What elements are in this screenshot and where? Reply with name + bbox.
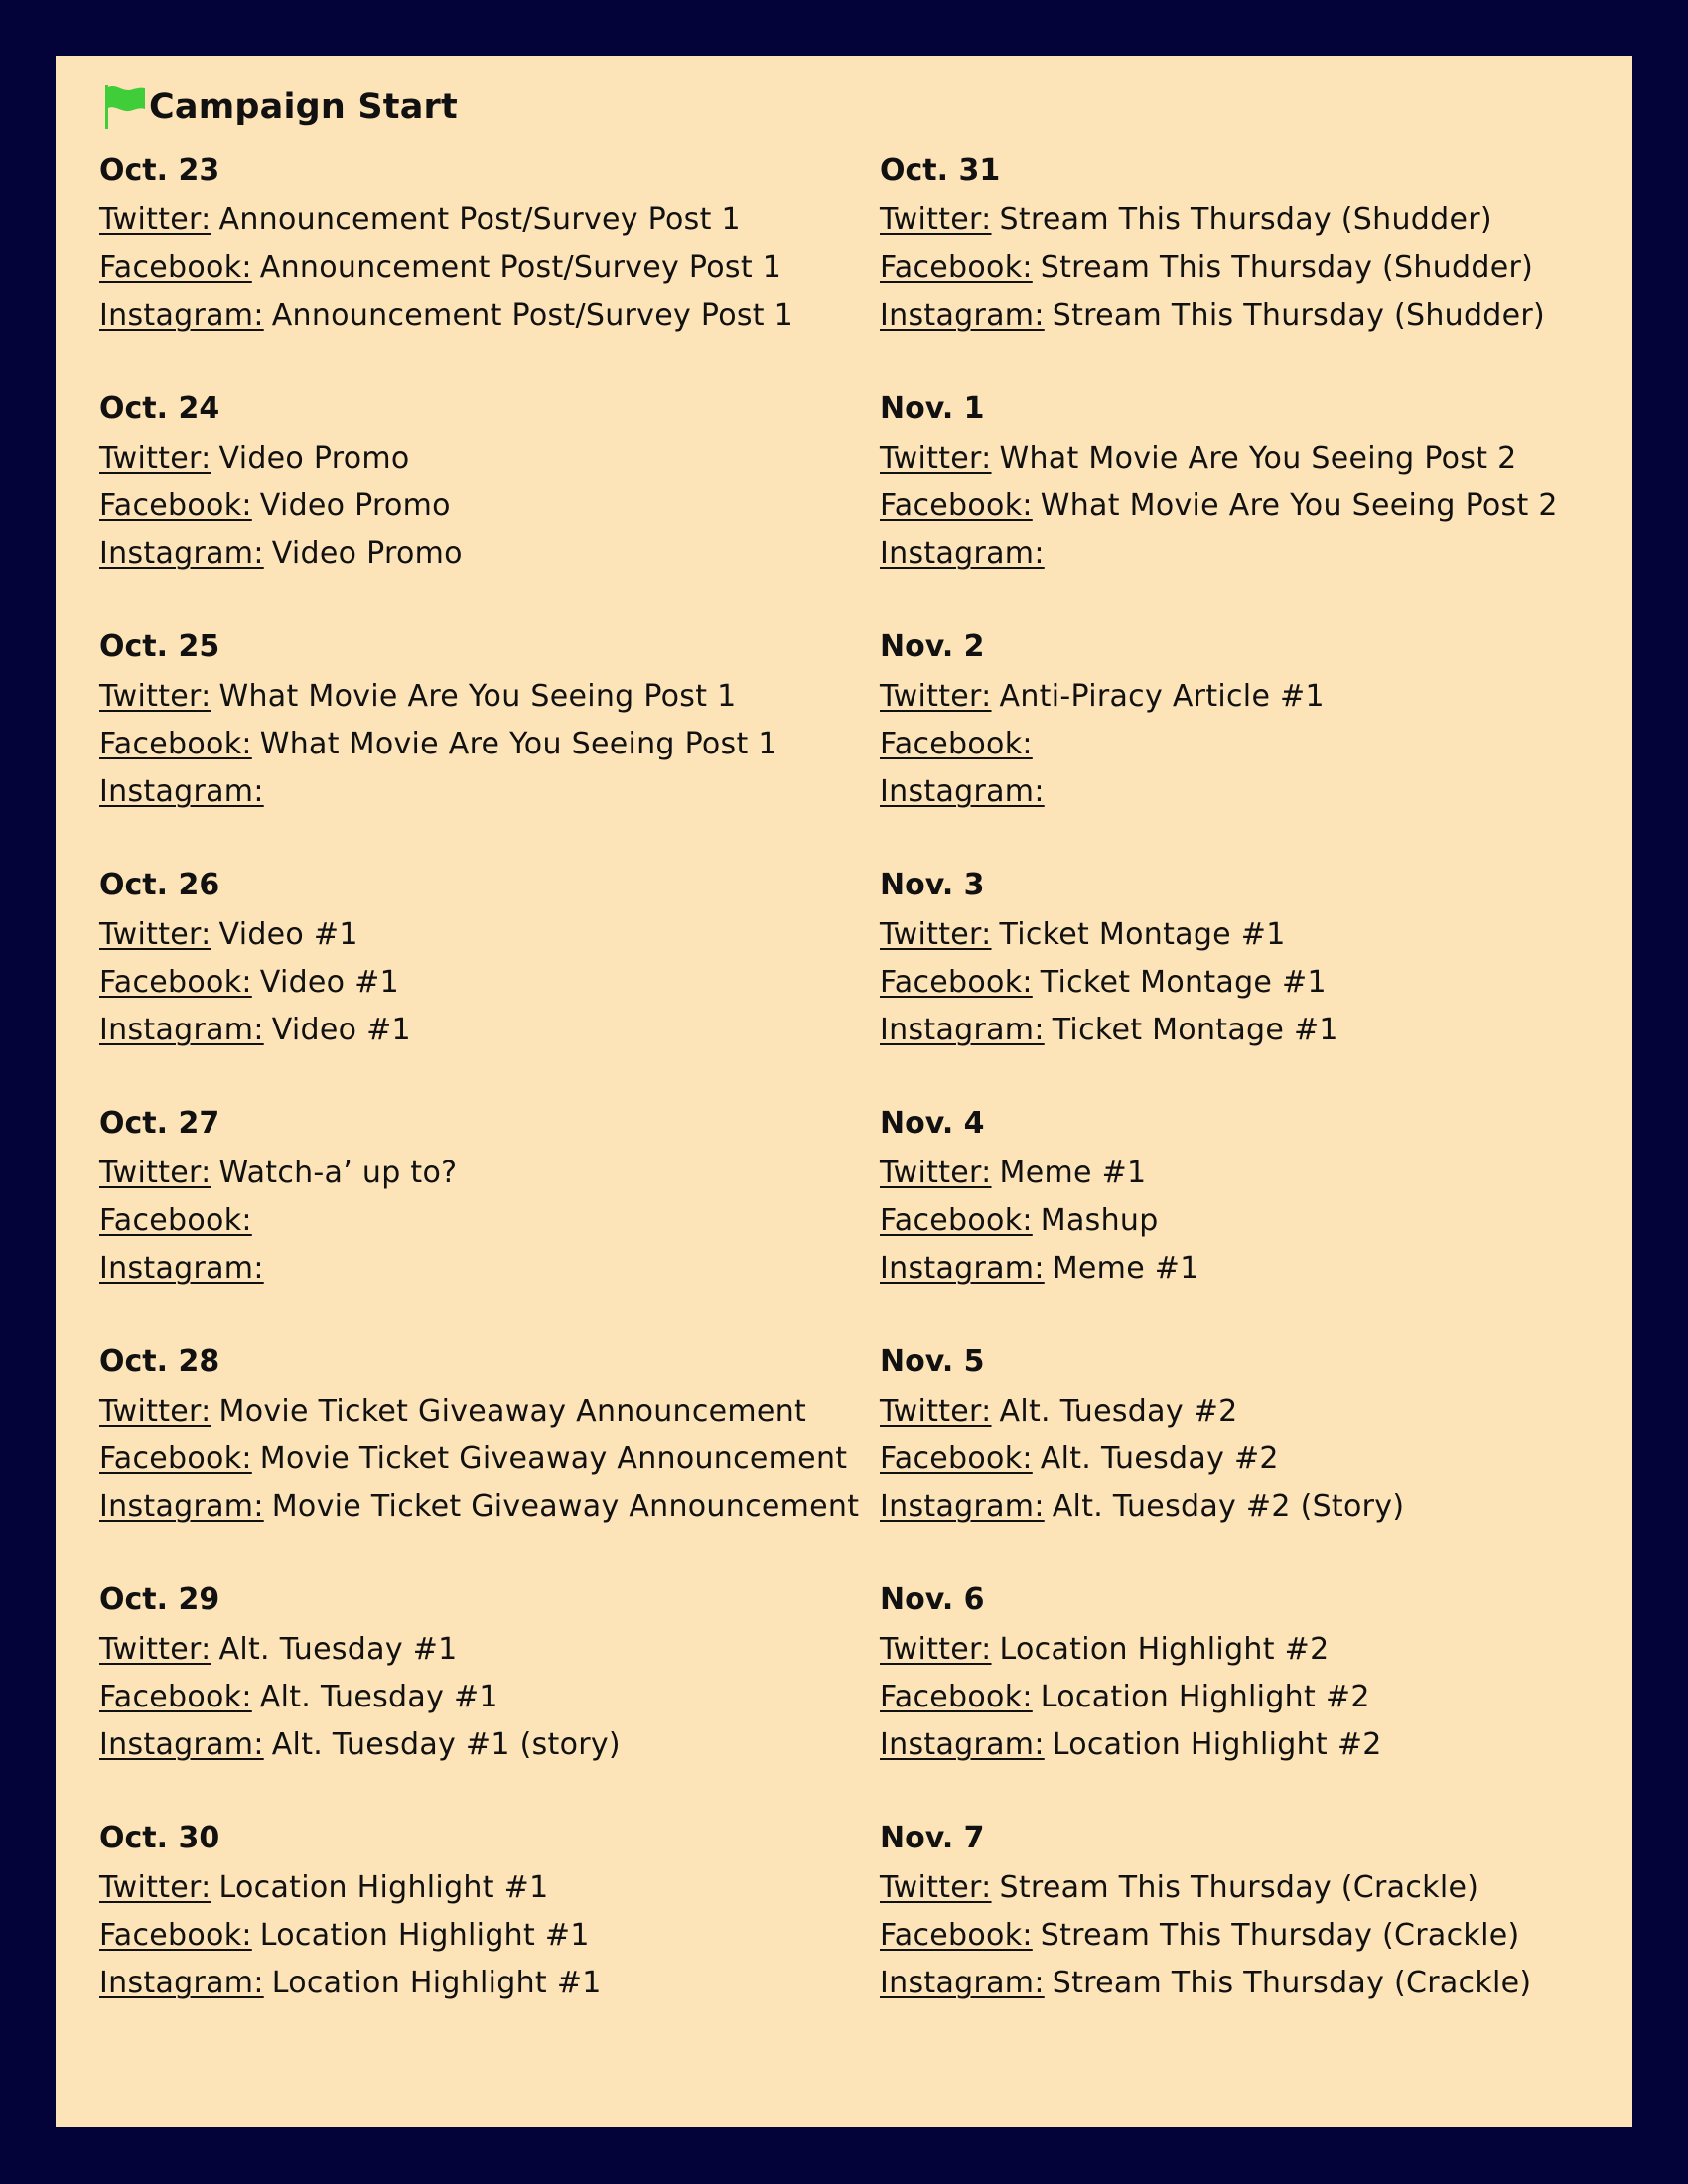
schedule-entry bbox=[99, 1197, 859, 1245]
schedule-entry bbox=[99, 530, 859, 578]
document-page bbox=[56, 56, 1632, 2127]
platform-label: Twitter: bbox=[99, 917, 211, 952]
day-block bbox=[99, 1582, 859, 1821]
schedule-entry bbox=[99, 1388, 859, 1435]
day-block bbox=[880, 1106, 1558, 1344]
schedule-entry bbox=[880, 768, 1558, 816]
day-date: Oct. 28 bbox=[99, 1344, 220, 1379]
platform-label: Instagram: bbox=[880, 536, 1045, 571]
platform-label: Facebook: bbox=[99, 250, 252, 285]
day-date: Oct. 26 bbox=[99, 868, 220, 902]
schedule-entry bbox=[99, 959, 859, 1007]
day-block bbox=[880, 1582, 1558, 1821]
platform-label: Facebook: bbox=[880, 1918, 1033, 1953]
platform-label: Instagram: bbox=[99, 1727, 264, 1762]
post-description: Location Highlight #2 bbox=[999, 1632, 1330, 1667]
schedule-entry bbox=[99, 1150, 859, 1197]
post-description: Stream This Thursday (Shudder) bbox=[1052, 298, 1546, 333]
platform-label: Instagram: bbox=[880, 1013, 1045, 1047]
platform-label: Facebook: bbox=[880, 1680, 1033, 1714]
day-date: Oct. 30 bbox=[99, 1821, 220, 1855]
schedule-entry bbox=[99, 244, 859, 292]
schedule-entry bbox=[880, 1150, 1558, 1197]
day-date: Oct. 31 bbox=[880, 153, 1001, 188]
schedule-entry bbox=[99, 1674, 859, 1721]
post-description: Location Highlight #1 bbox=[271, 1966, 602, 2000]
schedule-entry bbox=[99, 1435, 859, 1483]
platform-label: Twitter: bbox=[880, 1156, 992, 1190]
day-block bbox=[99, 1821, 859, 2059]
day-date: Nov. 4 bbox=[880, 1106, 985, 1141]
post-description: Movie Ticket Giveaway Announcement bbox=[218, 1394, 807, 1429]
post-description: Alt. Tuesday #2 bbox=[1040, 1441, 1279, 1476]
schedule-entry bbox=[99, 911, 859, 959]
day-block bbox=[880, 1821, 1558, 2059]
platform-label: Instagram: bbox=[880, 298, 1045, 333]
post-description: Video #1 bbox=[259, 965, 399, 1000]
platform-label: Instagram: bbox=[99, 1251, 264, 1286]
post-description: Movie Ticket Giveaway Announcement bbox=[259, 1441, 848, 1476]
platform-label: Instagram: bbox=[99, 1489, 264, 1524]
post-description: Stream This Thursday (Crackle) bbox=[1052, 1966, 1532, 2000]
schedule-entry bbox=[880, 1197, 1558, 1245]
platform-label: Instagram: bbox=[880, 1251, 1045, 1286]
platform-label: Instagram: bbox=[99, 298, 264, 333]
platform-label: Twitter: bbox=[880, 1870, 992, 1905]
platform-label: Facebook: bbox=[99, 1203, 252, 1238]
post-description: Ticket Montage #1 bbox=[999, 917, 1286, 952]
post-description: Alt. Tuesday #1 bbox=[259, 1680, 498, 1714]
schedule-entry bbox=[99, 292, 859, 340]
platform-label: Twitter: bbox=[880, 1394, 992, 1429]
post-description: Ticket Montage #1 bbox=[1040, 965, 1327, 1000]
schedule-entry bbox=[99, 1483, 859, 1531]
schedule-entry bbox=[880, 1674, 1558, 1721]
post-description: Stream This Thursday (Shudder) bbox=[999, 203, 1492, 237]
day-date: Oct. 25 bbox=[99, 629, 220, 664]
day-date: Nov. 6 bbox=[880, 1582, 985, 1617]
schedule-entry bbox=[99, 721, 859, 768]
schedule-entry bbox=[99, 1245, 859, 1293]
schedule-entry bbox=[99, 1007, 859, 1054]
schedule-entry bbox=[880, 721, 1558, 768]
day-block bbox=[880, 629, 1558, 868]
platform-label: Twitter: bbox=[880, 679, 992, 714]
schedule-entry bbox=[880, 1435, 1558, 1483]
platform-label: Instagram: bbox=[99, 774, 264, 809]
green-flag-icon bbox=[103, 83, 147, 131]
schedule-entry bbox=[880, 244, 1558, 292]
platform-label: Facebook: bbox=[880, 488, 1033, 523]
post-description: Mashup bbox=[1040, 1203, 1159, 1238]
schedule-entry bbox=[880, 1626, 1558, 1674]
schedule-entry bbox=[99, 435, 859, 482]
schedule-entry bbox=[880, 911, 1558, 959]
day-date: Nov. 7 bbox=[880, 1821, 985, 1855]
platform-label: Instagram: bbox=[880, 1489, 1045, 1524]
post-description: Video #1 bbox=[271, 1013, 411, 1047]
day-block bbox=[880, 868, 1558, 1106]
post-description: What Movie Are You Seeing Post 1 bbox=[218, 679, 737, 714]
day-date: Oct. 24 bbox=[99, 391, 220, 426]
platform-label: Instagram: bbox=[880, 1966, 1045, 2000]
post-description: Watch-a’ up to? bbox=[218, 1156, 458, 1190]
post-description: Video Promo bbox=[218, 441, 410, 476]
schedule-entry bbox=[99, 1912, 859, 1960]
platform-label: Twitter: bbox=[99, 1156, 211, 1190]
day-block bbox=[99, 629, 859, 868]
platform-label: Twitter: bbox=[99, 679, 211, 714]
schedule-entry bbox=[880, 530, 1558, 578]
day-date: Nov. 5 bbox=[880, 1344, 985, 1379]
day-date: Oct. 27 bbox=[99, 1106, 220, 1141]
post-description: Stream This Thursday (Shudder) bbox=[1040, 250, 1534, 285]
post-description: Location Highlight #1 bbox=[218, 1870, 549, 1905]
platform-label: Facebook: bbox=[880, 1441, 1033, 1476]
page-title: Campaign Start bbox=[149, 87, 458, 127]
platform-label: Facebook: bbox=[880, 965, 1033, 1000]
platform-label: Twitter: bbox=[880, 441, 992, 476]
schedule-entry bbox=[880, 1912, 1558, 1960]
post-description: Location Highlight #2 bbox=[1052, 1727, 1382, 1762]
post-description: Anti-Piracy Article #1 bbox=[999, 679, 1325, 714]
campaign-header bbox=[103, 79, 458, 135]
post-description: Video #1 bbox=[218, 917, 358, 952]
platform-label: Facebook: bbox=[880, 250, 1033, 285]
post-description: Video Promo bbox=[271, 536, 463, 571]
schedule-entry bbox=[99, 197, 859, 244]
schedule-entry bbox=[880, 435, 1558, 482]
post-description: Stream This Thursday (Crackle) bbox=[999, 1870, 1479, 1905]
day-block bbox=[99, 1344, 859, 1582]
schedule-entry bbox=[880, 1864, 1558, 1912]
platform-label: Facebook: bbox=[99, 965, 252, 1000]
schedule-entry bbox=[880, 673, 1558, 721]
schedule-entry bbox=[880, 292, 1558, 340]
platform-label: Facebook: bbox=[99, 1680, 252, 1714]
schedule-entry bbox=[880, 1483, 1558, 1531]
platform-label: Twitter: bbox=[99, 203, 211, 237]
platform-label: Facebook: bbox=[880, 727, 1033, 761]
day-date: Nov. 2 bbox=[880, 629, 985, 664]
post-description: Meme #1 bbox=[1052, 1251, 1199, 1286]
day-date: Oct. 23 bbox=[99, 153, 220, 188]
platform-label: Instagram: bbox=[880, 1727, 1045, 1762]
post-description: What Movie Are You Seeing Post 1 bbox=[259, 727, 777, 761]
post-description: Video Promo bbox=[259, 488, 451, 523]
schedule-entry bbox=[99, 1721, 859, 1769]
day-date: Oct. 29 bbox=[99, 1582, 220, 1617]
post-description: Stream This Thursday (Crackle) bbox=[1040, 1918, 1520, 1953]
post-description: Announcement Post/Survey Post 1 bbox=[218, 203, 741, 237]
platform-label: Facebook: bbox=[880, 1203, 1033, 1238]
platform-label: Twitter: bbox=[99, 441, 211, 476]
platform-label: Facebook: bbox=[99, 488, 252, 523]
platform-label: Facebook: bbox=[99, 727, 252, 761]
post-description: Location Highlight #2 bbox=[1040, 1680, 1370, 1714]
platform-label: Twitter: bbox=[99, 1632, 211, 1667]
platform-label: Facebook: bbox=[99, 1441, 252, 1476]
day-block bbox=[99, 391, 859, 629]
day-block bbox=[99, 1106, 859, 1344]
schedule-column-left bbox=[99, 153, 859, 2059]
platform-label: Instagram: bbox=[99, 536, 264, 571]
schedule-entry bbox=[880, 1007, 1558, 1054]
post-description: What Movie Are You Seeing Post 2 bbox=[999, 441, 1517, 476]
schedule-entry bbox=[99, 768, 859, 816]
post-description: Alt. Tuesday #1 bbox=[218, 1632, 458, 1667]
post-description: Announcement Post/Survey Post 1 bbox=[271, 298, 794, 333]
day-block bbox=[880, 1344, 1558, 1582]
post-description: Ticket Montage #1 bbox=[1052, 1013, 1338, 1047]
post-description: Alt. Tuesday #1 (story) bbox=[271, 1727, 621, 1762]
platform-label: Instagram: bbox=[99, 1966, 264, 2000]
day-block bbox=[99, 868, 859, 1106]
schedule-entry bbox=[99, 673, 859, 721]
schedule-entry bbox=[880, 1245, 1558, 1293]
schedule-entry bbox=[99, 1626, 859, 1674]
post-description: Meme #1 bbox=[999, 1156, 1147, 1190]
platform-label: Twitter: bbox=[880, 917, 992, 952]
post-description: Alt. Tuesday #2 bbox=[999, 1394, 1238, 1429]
schedule-entry bbox=[99, 482, 859, 530]
day-date: Nov. 1 bbox=[880, 391, 985, 426]
platform-label: Twitter: bbox=[880, 1632, 992, 1667]
day-block bbox=[99, 153, 859, 391]
post-description: Location Highlight #1 bbox=[259, 1918, 590, 1953]
day-block bbox=[880, 391, 1558, 629]
schedule-entry bbox=[880, 197, 1558, 244]
platform-label: Facebook: bbox=[99, 1918, 252, 1953]
schedule-entry bbox=[880, 959, 1558, 1007]
day-date: Nov. 3 bbox=[880, 868, 985, 902]
schedule-column-right bbox=[880, 153, 1558, 2059]
platform-label: Instagram: bbox=[880, 774, 1045, 809]
post-description: Alt. Tuesday #2 (Story) bbox=[1052, 1489, 1405, 1524]
post-description: Movie Ticket Giveaway Announcement bbox=[271, 1489, 860, 1524]
schedule-entry bbox=[880, 1388, 1558, 1435]
schedule-entry bbox=[880, 482, 1558, 530]
schedule-entry bbox=[99, 1864, 859, 1912]
post-description: What Movie Are You Seeing Post 2 bbox=[1040, 488, 1558, 523]
post-description: Announcement Post/Survey Post 1 bbox=[259, 250, 782, 285]
day-block bbox=[880, 153, 1558, 391]
platform-label: Instagram: bbox=[99, 1013, 264, 1047]
schedule-entry bbox=[99, 1960, 859, 2007]
schedule-entry bbox=[880, 1960, 1558, 2007]
platform-label: Twitter: bbox=[99, 1394, 211, 1429]
platform-label: Twitter: bbox=[99, 1870, 211, 1905]
schedule-entry bbox=[880, 1721, 1558, 1769]
platform-label: Twitter: bbox=[880, 203, 992, 237]
